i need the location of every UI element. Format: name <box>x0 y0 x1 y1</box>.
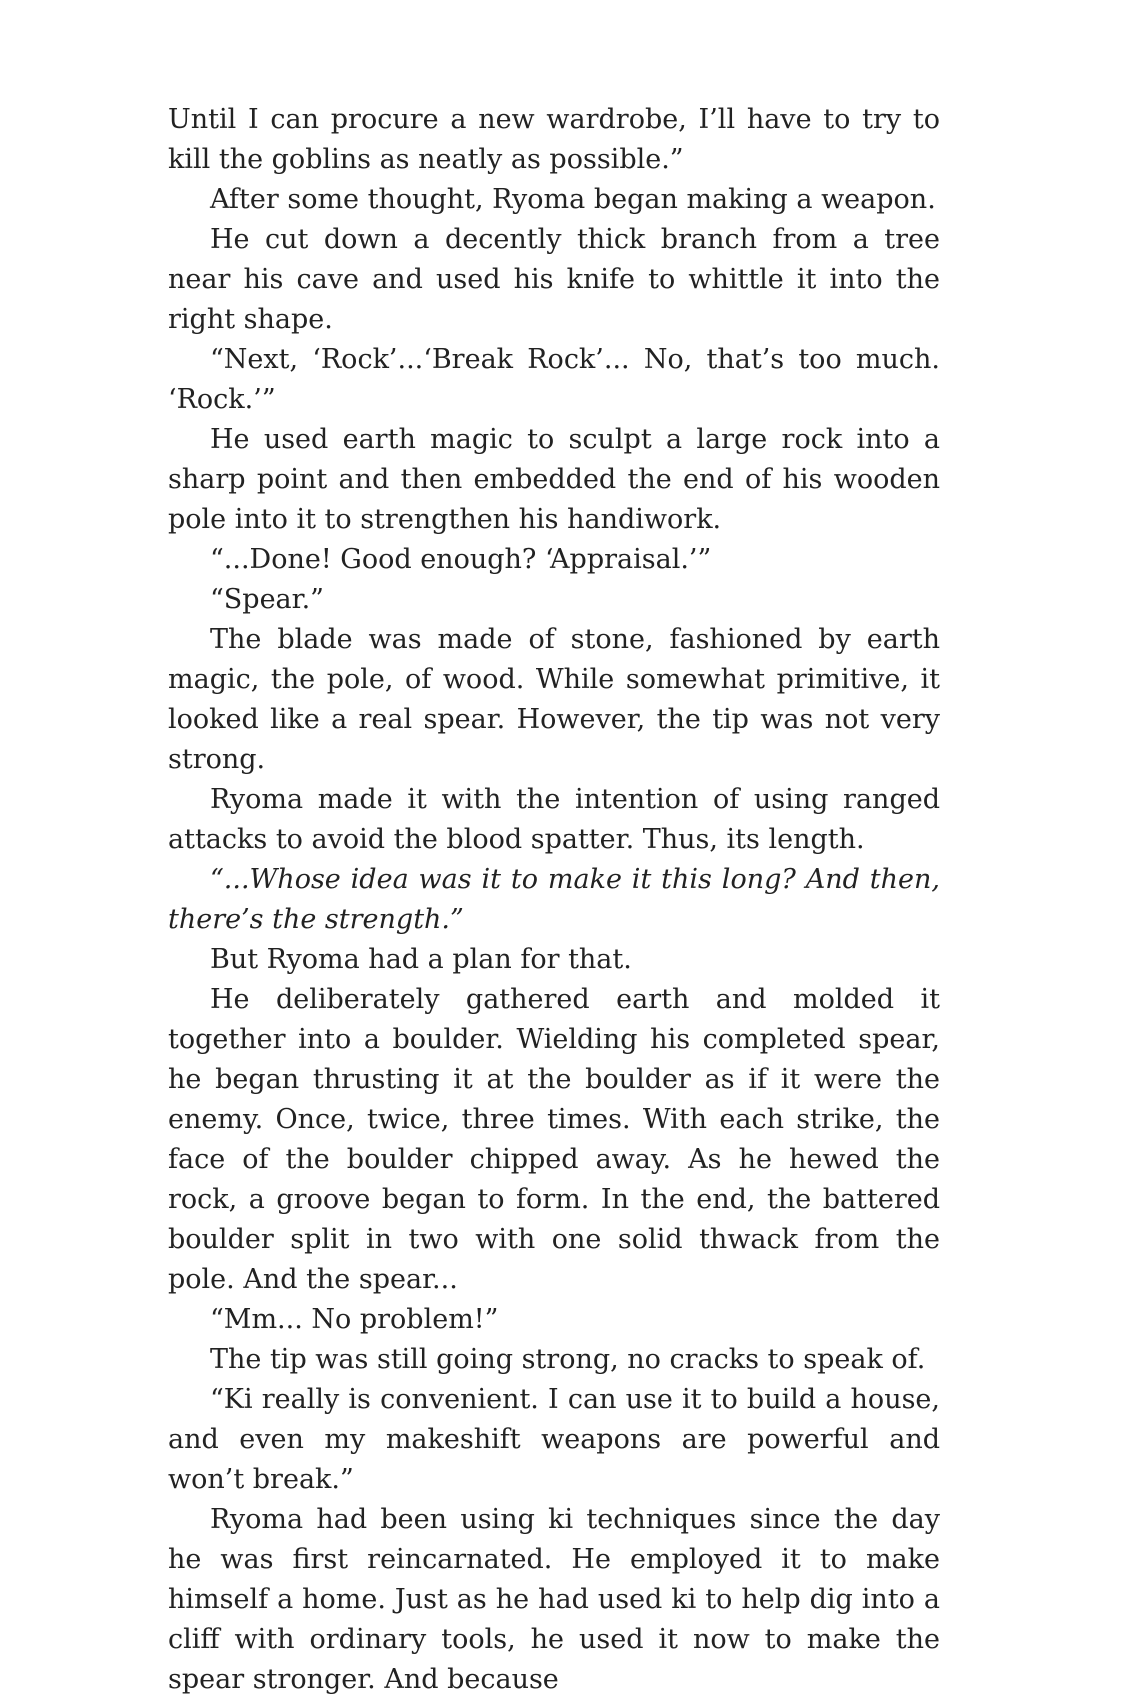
paragraph: “...Done! Good enough? ‘Appraisal.’” <box>210 544 712 575</box>
paragraph: “Spear.” <box>210 584 324 615</box>
paragraph: Ryoma had been using ki techniques since the day he was first reincarnated. He employed it to make himself a home. Just as he had used ki to help dig into a cliff with ordinary tools, he used it now to make the spear stronger. And because <box>168 1504 940 1695</box>
paragraph-italic: “...Whose idea was it to make it this long? And then, there’s the strength.” <box>168 864 940 935</box>
paragraph: But Ryoma had a plan for that. <box>210 944 632 975</box>
paragraph: Until I can procure a new wardrobe, I’ll have to try to kill the goblins as neatly as possible.” <box>168 104 940 175</box>
paragraph: He deliberately gathered earth and molded it together into a boulder. Wielding his completed spear, he began thrusting it at the boulder as if it were the enemy. Once, twice, three times. With each strike, the face of the boulder chipped away. As he hewed the rock, a groove began to form. In the end, the battered boulder split in two with one solid thwack from the pole. And the spear... <box>168 984 940 1295</box>
paragraph: He used earth magic to sculpt a large rock into a sharp point and then embedded the end of his wooden pole into it to strengthen his handiwork. <box>168 424 940 535</box>
paragraph: “Next, ‘Rock’...‘Break Rock’... No, that’s too much. ‘Rock.’” <box>168 344 940 415</box>
paragraph: “Mm... No problem!” <box>210 1304 499 1335</box>
paragraph: He cut down a decently thick branch from a tree near his cave and used his knife to whittle it into the right shape. <box>168 224 940 335</box>
paragraph: The blade was made of stone, fashioned by earth magic, the pole, of wood. While somewhat primitive, it looked like a real spear. However, the tip was not very strong. <box>168 624 940 775</box>
paragraph: The tip was still going strong, no cracks to speak of. <box>210 1344 926 1375</box>
body-text <box>168 100 940 1700</box>
paragraph: “Ki really is convenient. I can use it to build a house, and even my makeshift weapons are powerful and won’t break.” <box>168 1384 940 1495</box>
paragraph: After some thought, Ryoma began making a weapon. <box>210 184 936 215</box>
paragraph: Ryoma made it with the intention of using ranged attacks to avoid the blood spatter. Thus, its length. <box>168 784 940 855</box>
